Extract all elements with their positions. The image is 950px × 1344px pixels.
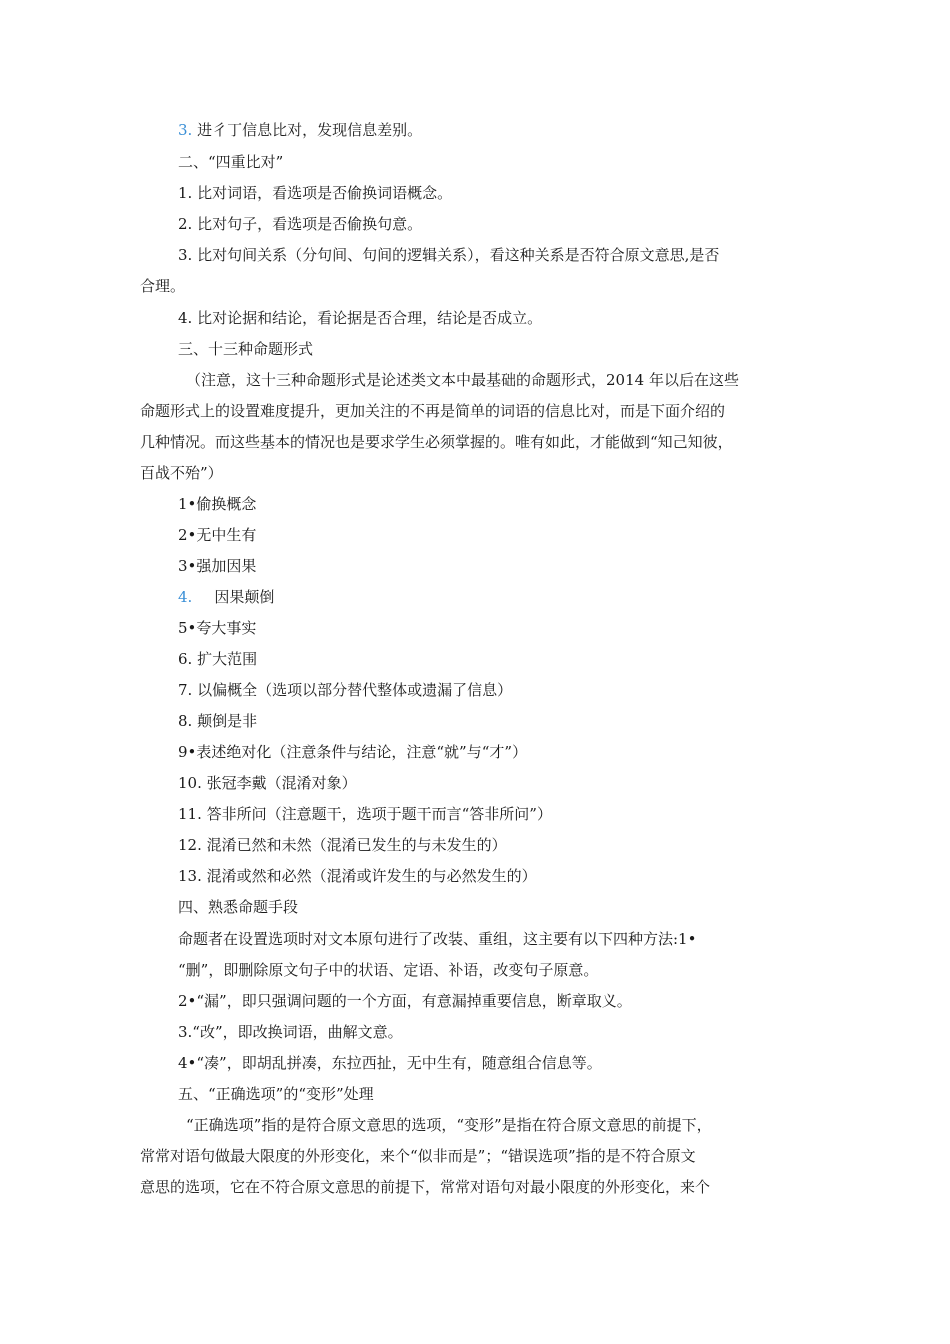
list-item: 3•强加因果 <box>178 557 257 575</box>
list-item: 13. 混淆或然和必然（混淆或许发生的与必然发生的） <box>178 867 537 885</box>
list-item: 3. 比对句间关系（分句间、句间的逻辑关系），看这种关系是否符合原文意思,是否 <box>178 246 720 264</box>
list-item: 9•表述绝对化（注意条件与结论，注意“就”与“才”） <box>178 743 528 761</box>
list-item <box>178 120 422 140</box>
section-heading: 五、“正确选项”的“变形”处理 <box>178 1085 374 1103</box>
paragraph-line: 4•“凑”，即胡乱拼凑，东拉西扯，无中生有，随意组合信息等。 <box>178 1054 602 1072</box>
note-paragraph-line: 命题形式上的设置难度提升，更加关注的不再是简单的词语的信息比对，而是下面介绍的 <box>140 402 726 420</box>
paragraph-line: “正确选项”指的是符合原文意思的选项，“变形”是指在符合原文意思的前提下， <box>186 1116 712 1134</box>
paragraph-line: “删”，即删除原文句子中的状语、定语、补语，改变句子原意。 <box>178 961 599 979</box>
list-item: 1•偷换概念 <box>178 495 257 513</box>
list-item: 8. 颠倒是非 <box>178 712 258 730</box>
note-paragraph-line: （注意，这十三种命题形式是论述类文本中最基础的命题形式，2014 年以后在这些 <box>186 371 739 389</box>
list-item: 6. 扩大范围 <box>178 650 258 668</box>
section-heading: 三、十三种命题形式 <box>178 340 314 358</box>
list-item: 11. 答非所问（注意题干，选项于题干而言“答非所问”） <box>178 805 552 823</box>
list-item-text: 因果颠倒 <box>214 588 275 606</box>
list-item: 5•夸大事实 <box>178 619 257 637</box>
list-item-continuation: 合理。 <box>140 277 186 295</box>
list-item: 12. 混淆已然和未然（混淆已发生的与未发生的） <box>178 836 507 854</box>
paragraph-line: 2•“漏”，即只强调问题的一个方面，有意漏掉重要信息，断章取义。 <box>178 992 632 1010</box>
note-paragraph-line: 几种情况。而这些基本的情况也是要求学生必须掌握的。唯有如此，才能做到“知己知彼， <box>140 433 733 451</box>
section-heading: 四、熟悉命题手段 <box>178 898 299 916</box>
paragraph-line: 常常对语句做最大限度的外形变化，来个“似非而是”；“错误选项”指的是不符合原文 <box>140 1147 696 1165</box>
list-item: 1. 比对词语，看选项是否偷换词语概念。 <box>178 184 453 202</box>
list-item: 4. 比对论据和结论，看论据是否合理，结论是否成立。 <box>178 309 543 327</box>
paragraph-line: 3.“改”，即改换词语，曲解文意。 <box>178 1023 403 1041</box>
list-item <box>178 587 274 607</box>
paragraph-line: 意思的选项，它在不符合原文意思的前提下，常常对语句对最小限度的外形变化，来个 <box>140 1178 711 1196</box>
list-item: 7. 以偏概全（选项以部分替代整体或遗漏了信息） <box>178 681 513 699</box>
section-heading: 二、“四重比对” <box>178 153 284 171</box>
note-paragraph-line: 百战不殆”） <box>140 464 223 482</box>
list-number: 3. <box>178 121 193 139</box>
paragraph-line: 命题者在设置选项时对文本原句进行了改装、重组，这主要有以下四种方法:1• <box>178 930 697 948</box>
list-item: 10. 张冠李戴（混淆对象） <box>178 774 357 792</box>
list-item: 2•无中生有 <box>178 526 257 544</box>
list-item-text: 进彳丁信息比对，发现信息差别。 <box>197 121 423 139</box>
list-number: 4. <box>178 588 193 606</box>
list-item: 2. 比对句子，看选项是否偷换句意。 <box>178 215 423 233</box>
